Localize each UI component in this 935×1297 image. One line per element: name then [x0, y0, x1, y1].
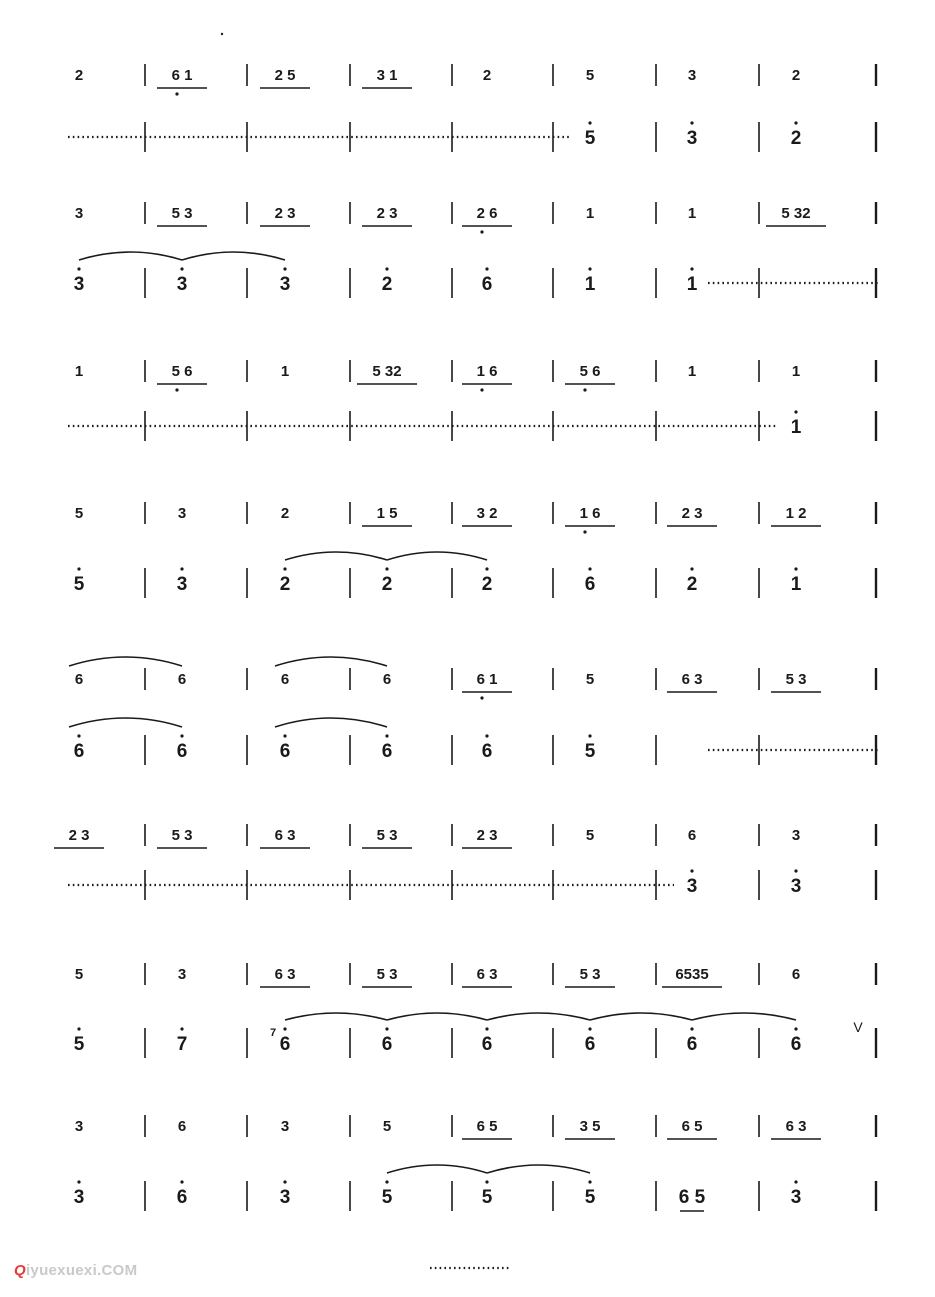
octave-dot — [690, 567, 693, 570]
upper-note: 1 5 — [376, 505, 398, 522]
lower-note: 2 — [481, 574, 493, 595]
slur — [487, 1013, 590, 1020]
upper-note: 6 5 — [681, 1118, 703, 1135]
slur — [69, 718, 182, 727]
octave-dot — [385, 734, 388, 737]
lower-note: 2 — [686, 574, 698, 595]
octave-dot — [485, 1027, 488, 1030]
lower-note: 3 — [790, 876, 802, 897]
octave-dot — [180, 567, 183, 570]
lower-note: 3 — [686, 128, 698, 149]
lower-note: 6 — [279, 741, 291, 762]
slur — [387, 1013, 487, 1020]
upper-note: 3 1 — [376, 67, 398, 84]
lower-note: 6 — [381, 741, 393, 762]
upper-note: 5 3 — [171, 205, 193, 222]
lower-note: 3 — [279, 1187, 291, 1208]
octave-dot — [588, 267, 591, 270]
upper-note: 5 — [382, 1118, 392, 1135]
upper-note: 2 3 — [681, 505, 703, 522]
octave-dot — [77, 1180, 80, 1183]
lower-note: 6 — [176, 741, 188, 762]
upper-note: 3 5 — [579, 1118, 601, 1135]
lower-note: 6 — [279, 1034, 291, 1055]
upper-note: 5 — [74, 505, 84, 522]
upper-note: 6 3 — [274, 827, 296, 844]
octave-dot — [77, 267, 80, 270]
upper-note: 3 — [74, 1118, 84, 1135]
octave-dot — [794, 410, 797, 413]
upper-note: 2 3 — [274, 205, 296, 222]
watermark-q: Q — [14, 1262, 26, 1279]
upper-note: 6 3 — [476, 966, 498, 983]
grace-note: 7 — [269, 1027, 277, 1039]
octave-dot — [794, 1180, 797, 1183]
lower-note: 6 5 — [678, 1187, 706, 1208]
lower-note: 6 — [381, 1034, 393, 1055]
speck — [221, 33, 223, 35]
lower-note: 5 — [73, 1034, 85, 1055]
upper-note: 5 6 — [579, 363, 601, 380]
upper-note: 3 2 — [476, 505, 498, 522]
slur — [692, 1013, 796, 1020]
octave-dot — [180, 267, 183, 270]
low-octave-dot — [175, 92, 178, 95]
octave-dot — [588, 121, 591, 124]
octave-dot — [794, 567, 797, 570]
octave-dot — [283, 1027, 286, 1030]
octave-dot — [690, 267, 693, 270]
watermark — [14, 1262, 137, 1279]
upper-note: 1 — [791, 363, 801, 380]
octave-dot — [794, 121, 797, 124]
octave-dot — [485, 734, 488, 737]
low-octave-dot — [583, 530, 586, 533]
upper-note: 6 — [177, 1118, 187, 1135]
slur — [69, 657, 182, 666]
upper-note: 6 3 — [785, 1118, 807, 1135]
upper-note: 6 3 — [274, 966, 296, 983]
octave-dot — [485, 567, 488, 570]
lower-note: 2 — [381, 574, 393, 595]
lower-note: 6 — [176, 1187, 188, 1208]
upper-note: 2 — [74, 67, 84, 84]
upper-note: 1 2 — [785, 505, 807, 522]
lower-note: 5 — [481, 1187, 493, 1208]
lower-note: 7 — [176, 1034, 188, 1055]
upper-note: 1 — [280, 363, 290, 380]
slur — [387, 552, 487, 560]
octave-dot — [588, 1180, 591, 1183]
lower-note: 1 — [686, 274, 698, 295]
upper-note: 5 — [585, 827, 595, 844]
octave-dot — [690, 121, 693, 124]
upper-note: 6535 — [675, 966, 709, 983]
octave-dot — [180, 1180, 183, 1183]
upper-note: 5 32 — [781, 205, 811, 222]
upper-note: 3 — [177, 505, 187, 522]
upper-note: 1 — [687, 363, 697, 380]
lower-note: 2 — [790, 128, 802, 149]
lower-note: 6 — [481, 274, 493, 295]
slur — [275, 718, 387, 727]
low-octave-dot — [583, 388, 586, 391]
upper-note: 3 — [687, 67, 697, 84]
octave-dot — [385, 1180, 388, 1183]
octave-dot — [588, 734, 591, 737]
lower-note: 6 — [584, 1034, 596, 1055]
lower-note: 2 — [279, 574, 291, 595]
lower-note: 5 — [73, 574, 85, 595]
octave-dot — [77, 1027, 80, 1030]
upper-note: 6 — [791, 966, 801, 983]
lower-note: 5 — [584, 741, 596, 762]
upper-note: 6 — [280, 671, 290, 688]
upper-note: 2 3 — [376, 205, 398, 222]
octave-dot — [77, 734, 80, 737]
lower-note: 3 — [73, 1187, 85, 1208]
upper-note: 6 — [382, 671, 392, 688]
upper-note: 3 — [280, 1118, 290, 1135]
lower-note: 3 — [176, 574, 188, 595]
lower-note: 1 — [584, 274, 596, 295]
octave-dot — [180, 734, 183, 737]
octave-dot — [283, 734, 286, 737]
upper-note: 5 32 — [372, 363, 402, 380]
octave-dot — [794, 1027, 797, 1030]
lower-note: 3 — [176, 274, 188, 295]
low-octave-dot — [480, 230, 483, 233]
upper-note: 3 — [791, 827, 801, 844]
upper-note: 5 3 — [785, 671, 807, 688]
low-octave-dot — [480, 696, 483, 699]
octave-dot — [588, 567, 591, 570]
upper-note: 6 1 — [171, 67, 193, 84]
lower-note: 5 — [584, 128, 596, 149]
slur — [285, 1013, 387, 1020]
lower-note: 6 — [73, 741, 85, 762]
upper-note: 6 — [74, 671, 84, 688]
upper-note: 6 1 — [476, 671, 498, 688]
lower-note: 3 — [279, 274, 291, 295]
upper-note: 3 — [74, 205, 84, 222]
octave-dot — [385, 567, 388, 570]
lower-note: 6 — [686, 1034, 698, 1055]
slur — [275, 657, 387, 666]
upper-note: 2 — [791, 67, 801, 84]
octave-dot — [794, 869, 797, 872]
lower-note: 5 — [584, 1187, 596, 1208]
lower-note: 3 — [73, 274, 85, 295]
lower-note: 6 — [481, 1034, 493, 1055]
upper-note: 5 — [585, 671, 595, 688]
slur — [182, 252, 285, 260]
octave-dot — [283, 567, 286, 570]
slur — [285, 552, 387, 560]
low-octave-dot — [480, 388, 483, 391]
lower-note: 1 — [790, 574, 802, 595]
upper-note: 1 — [74, 363, 84, 380]
slur — [590, 1013, 692, 1020]
upper-note: 6 — [687, 827, 697, 844]
upper-note: 5 3 — [579, 966, 601, 983]
lower-note: 3 — [790, 1187, 802, 1208]
lower-note: 5 — [381, 1187, 393, 1208]
lower-note: 6 — [790, 1034, 802, 1055]
upper-note: 5 3 — [171, 827, 193, 844]
octave-dot — [77, 567, 80, 570]
octave-dot — [385, 267, 388, 270]
low-octave-dot — [175, 388, 178, 391]
upper-note: 5 — [585, 67, 595, 84]
upper-note: 5 3 — [376, 966, 398, 983]
octave-dot — [485, 1180, 488, 1183]
upper-note: 1 6 — [579, 505, 601, 522]
slur — [387, 1165, 487, 1173]
upper-note: 2 5 — [274, 67, 296, 84]
lower-note: 6 — [584, 574, 596, 595]
upper-note: 6 5 — [476, 1118, 498, 1135]
octave-dot — [588, 1027, 591, 1030]
upper-note: 2 — [482, 67, 492, 84]
upper-note: 1 — [585, 205, 595, 222]
octave-dot — [690, 869, 693, 872]
upper-note: 2 6 — [476, 205, 498, 222]
upper-note: 5 — [74, 966, 84, 983]
lower-note: 3 — [686, 876, 698, 897]
upper-note: 2 3 — [476, 827, 498, 844]
breath-mark: V — [853, 1019, 863, 1035]
upper-note: 3 — [177, 966, 187, 983]
upper-note: 2 3 — [68, 827, 90, 844]
octave-dot — [690, 1027, 693, 1030]
upper-note: 6 3 — [681, 671, 703, 688]
octave-dot — [283, 1180, 286, 1183]
lower-note: 1 — [790, 417, 802, 438]
upper-note: 1 — [687, 205, 697, 222]
upper-note: 2 — [280, 505, 290, 522]
slur — [487, 1165, 590, 1173]
octave-dot — [385, 1027, 388, 1030]
octave-dot — [180, 1027, 183, 1030]
upper-note: 1 6 — [476, 363, 498, 380]
upper-note: 6 — [177, 671, 187, 688]
octave-dot — [485, 267, 488, 270]
lower-note: 6 — [481, 741, 493, 762]
slur — [79, 252, 182, 260]
upper-note: 5 3 — [376, 827, 398, 844]
upper-note: 5 6 — [171, 363, 193, 380]
watermark-text: iyuexuexi.COM — [25, 1262, 138, 1279]
octave-dot — [283, 267, 286, 270]
lower-note: 2 — [381, 274, 393, 295]
